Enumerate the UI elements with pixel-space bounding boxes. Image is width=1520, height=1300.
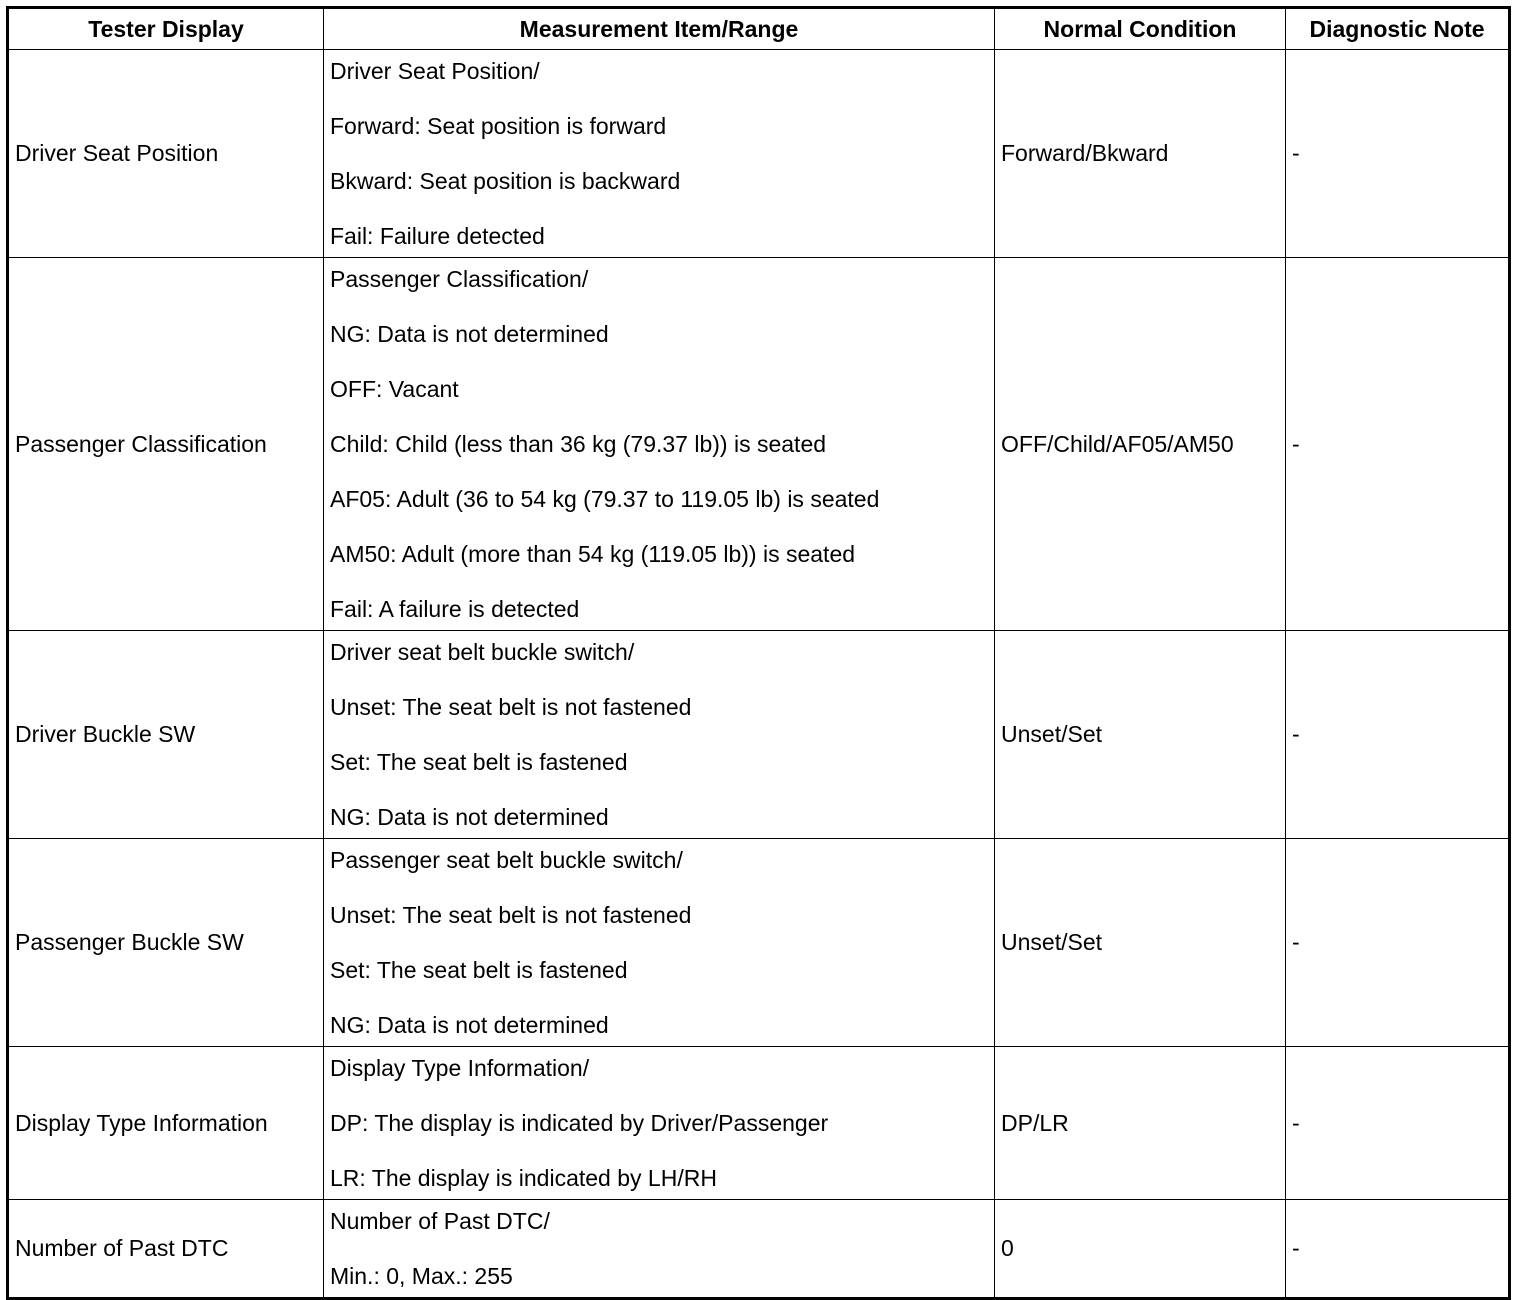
measurement-range-line: Number of Past DTC/ <box>330 1208 550 1234</box>
tester-display-cell: Passenger Classification <box>8 258 324 631</box>
measurement-range-line: DP: The display is indicated by Driver/Passenger <box>330 1110 829 1136</box>
measurement-range-line: Unset: The seat belt is not fastened <box>330 694 692 720</box>
normal-condition-cell: 0 <box>995 1200 1286 1299</box>
tester-display-cell: Passenger Buckle SW <box>8 839 324 1047</box>
table-row <box>8 50 1510 258</box>
measurement-range-line: Passenger Classification/ <box>330 266 589 292</box>
measurement-range-line: NG: Data is not determined <box>330 1012 609 1038</box>
measurement-range-line: AF05: Adult (36 to 54 kg (79.37 to 119.05 lb) is seated <box>330 486 880 512</box>
normal-condition-cell: Forward/Bkward <box>995 50 1286 258</box>
tester-display-cell: Driver Buckle SW <box>8 631 324 839</box>
measurement-range-line: Fail: Failure detected <box>330 223 545 249</box>
header-measurement-item-range: Measurement Item/Range <box>324 8 995 50</box>
diagnostic-note-cell: - <box>1286 258 1510 631</box>
measurement-range-line: Display Type Information/ <box>330 1055 590 1081</box>
measurement-range-cell <box>324 839 995 1047</box>
header-diagnostic-note: Diagnostic Note <box>1286 8 1510 50</box>
normal-condition-cell: Unset/Set <box>995 631 1286 839</box>
header-tester-display: Tester Display <box>8 8 324 50</box>
measurement-range-cell <box>324 50 995 258</box>
measurement-range-cell <box>324 1047 995 1200</box>
measurement-range-line: OFF: Vacant <box>330 376 459 402</box>
measurement-range-line: Passenger seat belt buckle switch/ <box>330 847 683 873</box>
table-row <box>8 631 1510 839</box>
diagnostic-note-cell: - <box>1286 50 1510 258</box>
table-row <box>8 258 1510 631</box>
table-body <box>8 50 1510 1299</box>
diagnostic-note-cell: - <box>1286 839 1510 1047</box>
tester-display-cell: Driver Seat Position <box>8 50 324 258</box>
header-row <box>8 8 1510 50</box>
measurement-range-cell <box>324 631 995 839</box>
table-row <box>8 839 1510 1047</box>
data-list-table <box>6 6 1511 1300</box>
measurement-range-line: LR: The display is indicated by LH/RH <box>330 1165 717 1191</box>
table-row <box>8 1047 1510 1200</box>
normal-condition-cell: OFF/Child/AF05/AM50 <box>995 258 1286 631</box>
tester-display-cell: Display Type Information <box>8 1047 324 1200</box>
normal-condition-cell: Unset/Set <box>995 839 1286 1047</box>
measurement-range-line: Driver Seat Position/ <box>330 58 540 84</box>
measurement-range-line: NG: Data is not determined <box>330 321 609 347</box>
measurement-range-line: Set: The seat belt is fastened <box>330 957 628 983</box>
measurement-range-cell <box>324 258 995 631</box>
table-row <box>8 1200 1510 1299</box>
data-list-sheet <box>6 6 1511 1300</box>
measurement-range-line: Unset: The seat belt is not fastened <box>330 902 692 928</box>
measurement-range-line: Fail: A failure is detected <box>330 596 580 622</box>
measurement-range-line: Forward: Seat position is forward <box>330 113 667 139</box>
measurement-range-cell <box>324 1200 995 1299</box>
diagnostic-note-cell: - <box>1286 631 1510 839</box>
measurement-range-line: Min.: 0, Max.: 255 <box>330 1263 513 1289</box>
normal-condition-cell: DP/LR <box>995 1047 1286 1200</box>
measurement-range-line: AM50: Adult (more than 54 kg (119.05 lb)) is seated <box>330 541 856 567</box>
header-normal-condition: Normal Condition <box>995 8 1286 50</box>
measurement-range-line: Bkward: Seat position is backward <box>330 168 681 194</box>
measurement-range-line: Driver seat belt buckle switch/ <box>330 639 635 665</box>
diagnostic-note-cell: - <box>1286 1047 1510 1200</box>
measurement-range-line: NG: Data is not determined <box>330 804 609 830</box>
tester-display-cell: Number of Past DTC <box>8 1200 324 1299</box>
measurement-range-line: Set: The seat belt is fastened <box>330 749 628 775</box>
measurement-range-line: Child: Child (less than 36 kg (79.37 lb)) is seated <box>330 431 827 457</box>
diagnostic-note-cell: - <box>1286 1200 1510 1299</box>
